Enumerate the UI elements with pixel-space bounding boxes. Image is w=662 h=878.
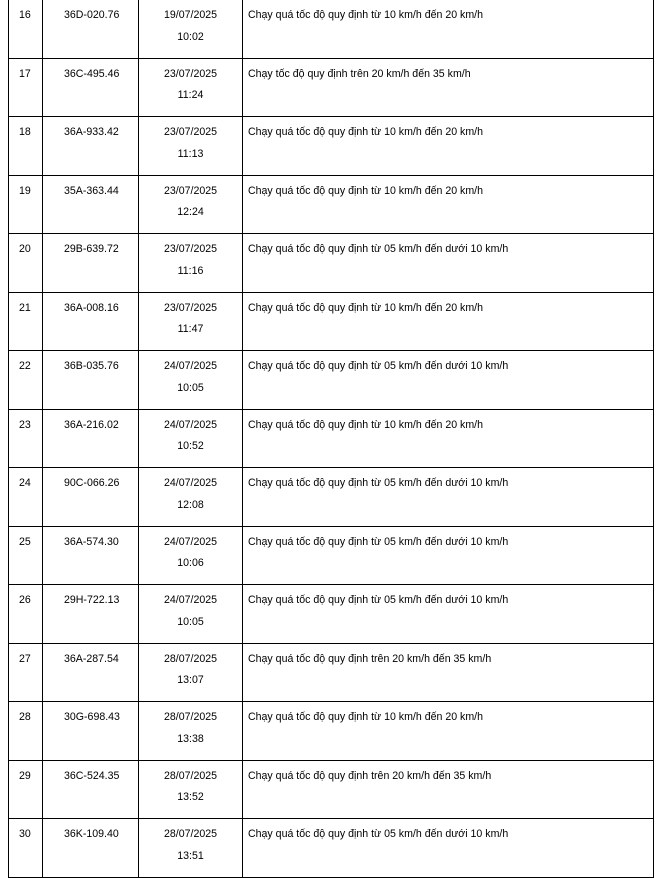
row-number: 25 bbox=[9, 526, 43, 585]
row-number: 27 bbox=[9, 643, 43, 702]
violation-time: 13:38 bbox=[177, 732, 204, 745]
violation-description: Chạy quá tốc độ quy định từ 05 km/h đến dưới 10 km/h bbox=[243, 585, 654, 644]
violation-time: 10:05 bbox=[177, 615, 204, 628]
table-row bbox=[9, 175, 654, 234]
violation-description: Chạy quá tốc độ quy định từ 05 km/h đến dưới 10 km/h bbox=[243, 468, 654, 527]
violation-date: 23/07/2025 bbox=[163, 184, 218, 197]
violation-datetime bbox=[139, 292, 243, 351]
violation-date: 28/07/2025 bbox=[163, 652, 218, 665]
license-plate: 36A-008.16 bbox=[43, 292, 139, 351]
violation-description: Chạy quá tốc độ quy định từ 05 km/h đến dưới 10 km/h bbox=[243, 234, 654, 293]
violation-description: Chạy tốc độ quy định trên 20 km/h đến 35 km/h bbox=[243, 58, 654, 117]
violation-time: 11:16 bbox=[177, 264, 204, 277]
license-plate: 36A-287.54 bbox=[43, 643, 139, 702]
row-number: 28 bbox=[9, 702, 43, 761]
row-number: 24 bbox=[9, 468, 43, 527]
violation-date: 23/07/2025 bbox=[163, 67, 218, 80]
table-row bbox=[9, 0, 654, 58]
row-number: 21 bbox=[9, 292, 43, 351]
row-number: 22 bbox=[9, 351, 43, 410]
violation-time: 11:47 bbox=[177, 323, 204, 335]
row-number: 16 bbox=[9, 0, 43, 58]
row-number: 18 bbox=[9, 117, 43, 176]
table-row bbox=[9, 351, 654, 410]
license-plate: 36K-109.40 bbox=[43, 819, 139, 878]
violation-description: Chạy quá tốc độ quy định từ 10 km/h đến 20 km/h bbox=[243, 0, 654, 58]
violations-table bbox=[8, 0, 654, 878]
license-plate: 36C-524.35 bbox=[43, 760, 139, 819]
violation-date: 23/07/2025 bbox=[163, 243, 218, 255]
violation-datetime bbox=[139, 117, 243, 176]
violation-description: Chạy quá tốc độ quy định từ 10 km/h đến 20 km/h bbox=[243, 409, 654, 468]
violation-date: 23/07/2025 bbox=[163, 126, 218, 138]
violations-table-body bbox=[9, 0, 654, 877]
license-plate: 90C-066.26 bbox=[43, 468, 139, 527]
table-row bbox=[9, 409, 654, 468]
violation-time: 10:02 bbox=[177, 30, 204, 43]
row-number: 17 bbox=[9, 58, 43, 117]
violation-datetime bbox=[139, 760, 243, 819]
license-plate: 36B-035.76 bbox=[43, 351, 139, 410]
violation-date: 23/07/2025 bbox=[163, 301, 218, 314]
violation-datetime bbox=[139, 819, 243, 878]
license-plate: 36A-574.30 bbox=[43, 526, 139, 585]
violation-date: 24/07/2025 bbox=[163, 477, 218, 489]
violation-datetime bbox=[139, 234, 243, 293]
violation-datetime bbox=[139, 643, 243, 702]
violation-description: Chạy quá tốc độ quy định từ 05 km/h đến dưới 10 km/h bbox=[243, 526, 654, 585]
violation-datetime bbox=[139, 585, 243, 644]
violation-datetime bbox=[139, 409, 243, 468]
violation-time: 13:52 bbox=[177, 791, 204, 803]
row-number: 30 bbox=[9, 819, 43, 878]
table-row bbox=[9, 702, 654, 761]
violation-description: Chạy quá tốc độ quy định trên 20 km/h đến 35 km/h bbox=[243, 643, 654, 702]
violation-description: Chạy quá tốc độ quy định từ 10 km/h đến 20 km/h bbox=[243, 175, 654, 234]
license-plate: 36D-020.76 bbox=[43, 0, 139, 58]
violation-date: 28/07/2025 bbox=[163, 769, 218, 782]
violation-date: 28/07/2025 bbox=[163, 828, 218, 840]
row-number: 20 bbox=[9, 234, 43, 293]
license-plate: 36A-933.42 bbox=[43, 117, 139, 176]
violation-time: 12:08 bbox=[177, 498, 204, 511]
violation-description: Chạy quá tốc độ quy định trên 20 km/h đến 35 km/h bbox=[243, 760, 654, 819]
violation-datetime bbox=[139, 468, 243, 527]
violation-datetime bbox=[139, 526, 243, 585]
violation-date: 19/07/2025 bbox=[163, 9, 218, 21]
violation-description: Chạy quá tốc độ quy định từ 10 km/h đến 20 km/h bbox=[243, 117, 654, 176]
table-row bbox=[9, 760, 654, 819]
table-row bbox=[9, 58, 654, 117]
row-number: 23 bbox=[9, 409, 43, 468]
violation-datetime bbox=[139, 702, 243, 761]
violation-datetime bbox=[139, 351, 243, 410]
violation-time: 13:51 bbox=[177, 849, 204, 862]
violation-datetime bbox=[139, 175, 243, 234]
violation-time: 12:24 bbox=[177, 206, 204, 218]
violation-date: 24/07/2025 bbox=[163, 594, 218, 606]
violation-datetime bbox=[139, 58, 243, 117]
row-number: 26 bbox=[9, 585, 43, 644]
table-row bbox=[9, 526, 654, 585]
violation-time: 13:07 bbox=[177, 674, 204, 686]
license-plate: 35A-363.44 bbox=[43, 175, 139, 234]
license-plate: 29B-639.72 bbox=[43, 234, 139, 293]
violation-description: Chạy quá tốc độ quy định từ 10 km/h đến 20 km/h bbox=[243, 702, 654, 761]
license-plate: 29H-722.13 bbox=[43, 585, 139, 644]
row-number: 19 bbox=[9, 175, 43, 234]
violation-time: 10:52 bbox=[177, 440, 204, 452]
license-plate: 36A-216.02 bbox=[43, 409, 139, 468]
violation-date: 24/07/2025 bbox=[163, 360, 218, 372]
table-row bbox=[9, 585, 654, 644]
table-row bbox=[9, 468, 654, 527]
violation-date: 28/07/2025 bbox=[163, 711, 218, 723]
row-number: 29 bbox=[9, 760, 43, 819]
violation-time: 10:06 bbox=[177, 557, 204, 569]
license-plate: 30G-698.43 bbox=[43, 702, 139, 761]
violation-description: Chạy quá tốc độ quy định từ 05 km/h đến dưới 10 km/h bbox=[243, 819, 654, 878]
violations-sheet bbox=[8, 0, 653, 878]
license-plate: 36C-495.46 bbox=[43, 58, 139, 117]
violation-description: Chạy quá tốc độ quy định từ 05 km/h đến dưới 10 km/h bbox=[243, 351, 654, 410]
violation-time: 10:05 bbox=[177, 381, 204, 394]
table-row bbox=[9, 234, 654, 293]
violation-description: Chạy quá tốc độ quy định từ 10 km/h đến 20 km/h bbox=[243, 292, 654, 351]
table-row bbox=[9, 292, 654, 351]
violation-time: 11:13 bbox=[177, 147, 204, 160]
violation-date: 24/07/2025 bbox=[163, 418, 218, 431]
table-row bbox=[9, 117, 654, 176]
violation-datetime bbox=[139, 0, 243, 58]
violation-date: 24/07/2025 bbox=[163, 535, 218, 548]
violation-time: 11:24 bbox=[177, 89, 204, 101]
table-row bbox=[9, 643, 654, 702]
table-row bbox=[9, 819, 654, 878]
